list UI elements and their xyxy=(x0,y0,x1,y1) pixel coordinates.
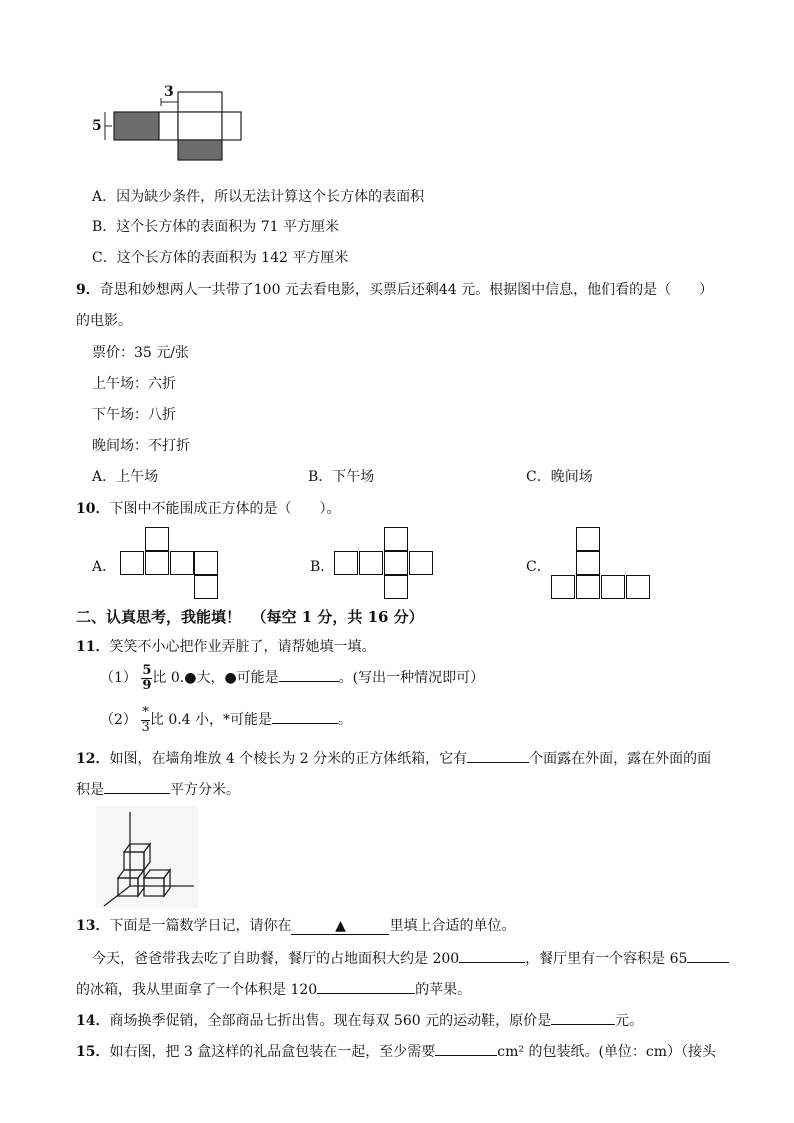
answer-blank[interactable] xyxy=(459,948,525,963)
q15-text-b: cm² 的包装纸。(单位：cm）（接头 xyxy=(497,1044,717,1060)
q12-line2 xyxy=(76,779,240,799)
q9-text-line2: 的电影。 xyxy=(76,313,132,329)
net-cell xyxy=(194,575,218,599)
net-cell xyxy=(194,551,218,575)
q11-part2-text: 比 0.4 小，*可能是 xyxy=(149,712,273,728)
q14-text-b: 元。 xyxy=(615,1013,644,1029)
part-label: （2） xyxy=(100,712,137,728)
q13-text-f: 的苹果。 xyxy=(415,982,472,998)
stacked-cubes-figure xyxy=(96,806,198,908)
q12-text-d: 平方分米。 xyxy=(170,782,240,798)
q14-text-a: 商场换季促销，全部商品七折出售。现在每双 560 元的运动鞋，原价是 xyxy=(109,1013,552,1029)
q9-option-b: B．下午场 xyxy=(308,469,375,485)
q13-text-a: 下面是一篇数学日记，请你在 xyxy=(109,918,292,934)
fraction xyxy=(141,706,150,735)
net-cell xyxy=(334,551,358,575)
q13-text-b: 里填上合适的单位。 xyxy=(389,918,516,934)
answer-blank[interactable] xyxy=(435,1041,497,1056)
q9-info-afternoon: 下午场：八折 xyxy=(92,407,176,423)
q13-text-e: 的冰箱，我从里面拿了一个体积是 120 xyxy=(76,982,318,998)
q13-text-c: 今天，爸爸带我去吃了自助餐，餐厅的占地面积大约是 200 xyxy=(92,951,460,967)
net-cell xyxy=(576,575,600,599)
q9-info-price: 票价：35 元/张 xyxy=(92,345,189,361)
q14-line xyxy=(76,1010,643,1030)
net-cell xyxy=(384,575,408,599)
question-number: 14． xyxy=(76,1013,110,1029)
cube-net-a xyxy=(120,527,220,603)
fraction-denominator: 3 xyxy=(141,719,150,735)
q10-text: 下图中不能围成正方体的是（ ）。 xyxy=(109,501,341,517)
q9-text-line1: 奇思和妙想两人一共带了100 元去看电影，买票后还剩44 元。根据图中信息，他们看的是（ ） xyxy=(99,282,714,298)
q13-line1 xyxy=(76,915,515,935)
net-cell xyxy=(170,551,194,575)
q8-option-c: C．这个长方体的表面积为 142 平方厘米 xyxy=(92,250,349,266)
marker-blank xyxy=(291,918,389,935)
q11-text: 笑笑不小心把作业弄脏了，请帮她填一填。 xyxy=(109,639,376,655)
answer-blank[interactable] xyxy=(317,979,415,994)
cube-net-b xyxy=(334,527,436,603)
q11-part2-tail: 。 xyxy=(338,712,353,728)
q12-text-b: 个面露在外面，露在外面的面 xyxy=(529,751,712,767)
q11-part1-text: 比 0.●大，●可能是 xyxy=(152,670,279,686)
q11-part2 xyxy=(100,702,352,738)
prism-net-figure xyxy=(92,84,242,164)
q13-text-d: ，餐厅里有一个容积是 65 xyxy=(525,951,688,967)
net-cell xyxy=(409,551,433,575)
dimension-label-top: 3 xyxy=(164,84,174,100)
net-cell xyxy=(576,551,600,575)
stacked-cubes-drawing xyxy=(96,806,198,908)
net-cell xyxy=(384,527,408,551)
cube-net-c xyxy=(551,527,651,603)
q8-option-a: A．因为缺少条件，所以无法计算这个长方体的表面积 xyxy=(92,189,425,205)
q9-line1 xyxy=(76,279,713,299)
answer-blank[interactable] xyxy=(272,709,338,724)
q9-info-evening: 晚间场：不打折 xyxy=(92,438,190,454)
question-number: 9． xyxy=(76,282,100,298)
q13-line2 xyxy=(92,948,729,968)
net-cell xyxy=(145,551,169,575)
q11-part1-tail: 。(写出一种情况即可） xyxy=(338,670,485,686)
net-cell xyxy=(626,575,650,599)
net-cell xyxy=(576,527,600,551)
q10-option-c-label: C． xyxy=(526,559,551,575)
dimension-label-left: 5 xyxy=(92,118,102,134)
q9-info-morning: 上午场：六折 xyxy=(92,376,176,392)
fraction xyxy=(141,664,152,693)
q11-part1 xyxy=(100,660,484,696)
section-score: （每空 1 分，共 16 分） xyxy=(251,608,424,626)
fraction-denominator: 9 xyxy=(142,677,152,693)
answer-blank[interactable] xyxy=(467,748,529,763)
question-number: 15． xyxy=(76,1044,110,1060)
q12-text-a: 如图，在墙角堆放 4 个棱长为 2 分米的正方体纸箱，它有 xyxy=(109,751,468,767)
net-cell xyxy=(120,551,144,575)
q15-line xyxy=(76,1041,716,1061)
q12-line1 xyxy=(76,748,711,768)
net-cell xyxy=(359,551,383,575)
answer-blank[interactable] xyxy=(551,1010,615,1025)
q12-text-c: 积是 xyxy=(76,782,104,798)
question-number: 12． xyxy=(76,751,110,767)
fraction-numerator: * xyxy=(142,704,149,720)
net-cell xyxy=(145,527,169,551)
q10-option-a-label: A． xyxy=(92,559,117,575)
section-title: 二、认真思考，我能填！ xyxy=(76,608,242,626)
section-heading xyxy=(76,606,424,627)
q10-option-b-label: B． xyxy=(310,559,335,575)
q9-option-c: C．晚间场 xyxy=(526,469,593,485)
answer-blank[interactable] xyxy=(687,948,729,963)
net-cell xyxy=(601,575,625,599)
question-number: 10． xyxy=(76,501,110,517)
q13-line3 xyxy=(76,979,471,999)
q10-stem xyxy=(76,498,340,518)
triangle-icon: ▲ xyxy=(335,918,346,934)
net-cell xyxy=(384,551,408,575)
fraction-numerator: 5 xyxy=(142,662,152,678)
q11-stem xyxy=(76,636,375,656)
q15-text-a: 如右图，把 3 盒这样的礼品盒包装在一起，至少需要 xyxy=(109,1044,436,1060)
q8-option-b: B．这个长方体的表面积为 71 平方厘米 xyxy=(92,219,340,235)
answer-blank[interactable] xyxy=(104,779,170,794)
net-cell xyxy=(551,575,575,599)
q9-option-a: A．上午场 xyxy=(92,469,159,485)
part-label: （1） xyxy=(100,670,137,686)
answer-blank[interactable] xyxy=(279,667,339,682)
question-number: 11． xyxy=(76,639,110,655)
question-number: 13． xyxy=(76,918,110,934)
